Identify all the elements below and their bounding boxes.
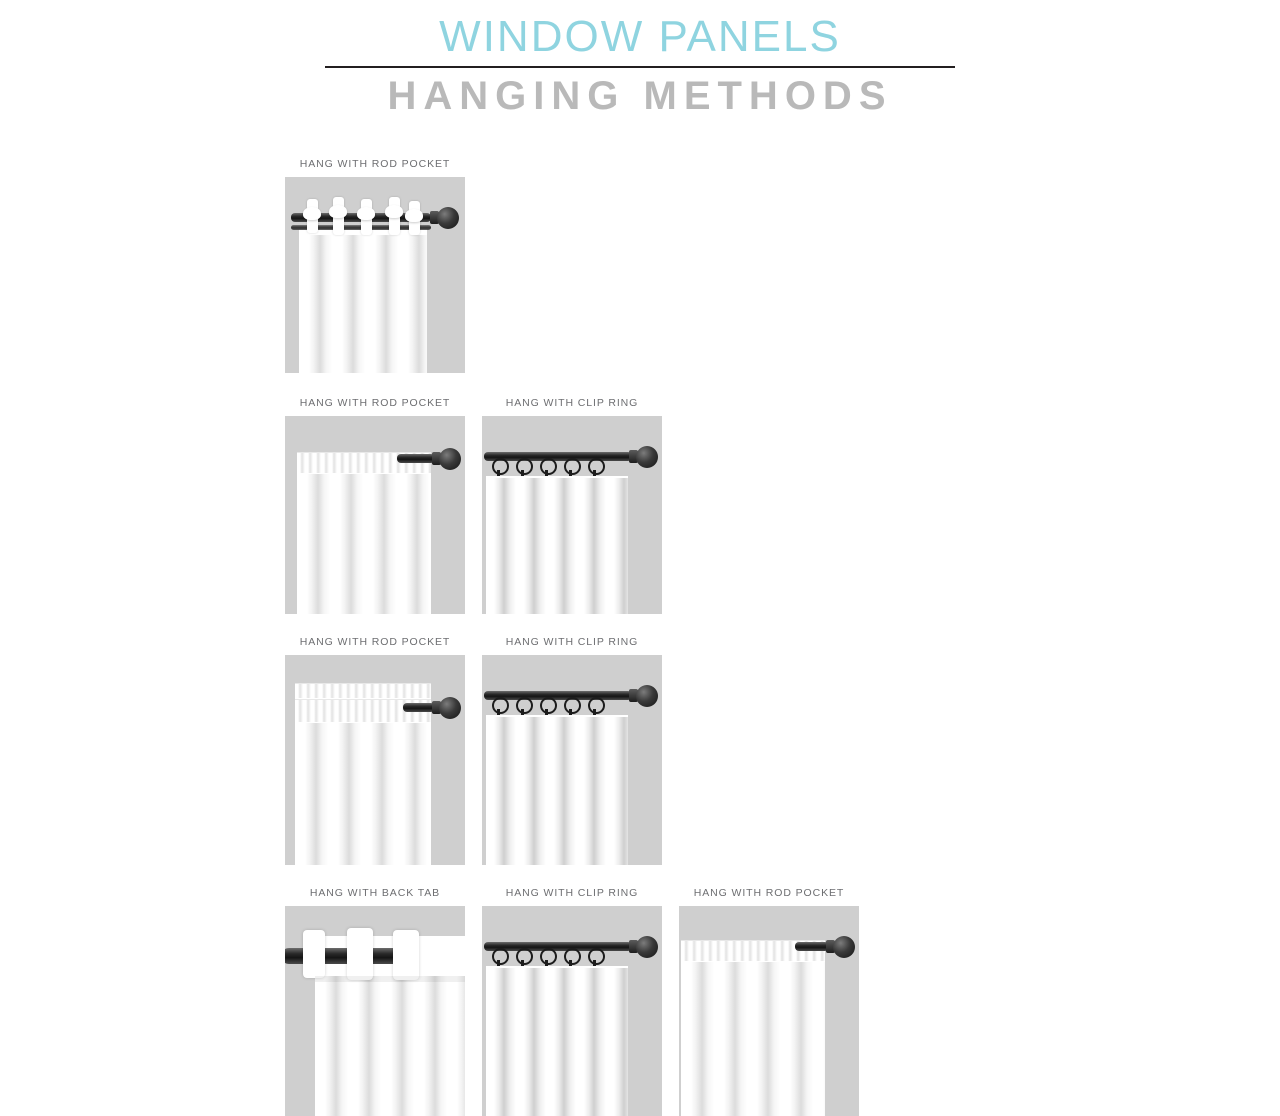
back-tab-loop: [347, 928, 373, 980]
curtain-pleats: [315, 976, 465, 1116]
clip-ring: [588, 458, 605, 475]
illustration-back-tab: [285, 906, 465, 1116]
clip-ring: [492, 948, 509, 965]
hanging-methods-rows: [0, 158, 1280, 1116]
panels-rod-pockets: [285, 397, 662, 614]
page-title: WINDOW PANELS: [439, 12, 841, 61]
panel-header-clip-ring: [482, 636, 662, 865]
panel-rod-pocket: [285, 397, 465, 614]
clip-ring: [564, 458, 581, 475]
clip-ring: [540, 948, 557, 965]
illustration-clip-ring: [482, 655, 662, 865]
panel-caption: HANG WITH ROD POCKET: [299, 158, 451, 171]
tie-knot: [329, 205, 347, 218]
rod-finial: [439, 697, 461, 719]
panel-caption: HANG WITH CLIP RING: [505, 636, 639, 649]
page-header: [0, 0, 1280, 118]
clip-ring: [588, 948, 605, 965]
row-tie-tops: [0, 158, 1280, 373]
rod-finial: [636, 446, 658, 468]
clip-ring: [492, 458, 509, 475]
curtain-pleats: [299, 235, 427, 373]
tie-knot: [405, 209, 423, 222]
panels-tie-tops: [285, 158, 465, 373]
tie-knot: [357, 207, 375, 220]
page-subtitle: HANGING METHODS: [387, 74, 893, 119]
clip-ring: [516, 948, 533, 965]
panel-header-rod-pocket: [285, 636, 465, 865]
tie-knot: [303, 207, 321, 220]
illustration-rod-pocket: [285, 416, 465, 614]
curtain-rod: [397, 454, 435, 463]
clip-ring: [588, 697, 605, 714]
panel-backtab-rod-pocket: [679, 887, 859, 1116]
back-tab-loop: [393, 930, 419, 980]
panel-caption: HANG WITH CLIP RING: [505, 397, 639, 410]
clip-ring: [516, 458, 533, 475]
curtain-pleats: [486, 717, 628, 865]
panels-header: [285, 636, 662, 865]
illustration-tie-top: [285, 177, 465, 373]
rod-finial: [437, 207, 459, 229]
curtain-rod: [795, 942, 829, 951]
panels-back-tabs: [285, 887, 859, 1116]
clip-ring: [492, 697, 509, 714]
curtain-rod: [403, 703, 435, 712]
panel-caption: HANG WITH CLIP RING: [505, 887, 639, 900]
rod-finial: [439, 448, 461, 470]
row-header: [0, 636, 1280, 865]
clip-ring: [564, 697, 581, 714]
clip-ring: [516, 697, 533, 714]
panel-backtab-clip-ring: [482, 887, 662, 1116]
title-divider: [325, 66, 955, 68]
illustration-clip-ring: [482, 416, 662, 614]
curtain-pleats: [486, 478, 628, 614]
header-top-gather: [295, 683, 431, 698]
clip-ring: [564, 948, 581, 965]
clip-ring: [540, 458, 557, 475]
rod-finial: [833, 936, 855, 958]
curtain-pleats: [486, 968, 628, 1116]
panel-clip-ring: [482, 397, 662, 614]
panel-back-tab: [285, 887, 465, 1116]
panel-tie-top-rod-pocket: [285, 158, 465, 373]
tie-knot: [385, 205, 403, 218]
panel-caption: HANG WITH ROD POCKET: [693, 887, 845, 900]
fabric-shadow: [315, 976, 465, 982]
back-tab-loop: [303, 930, 325, 978]
curtain-pleats: [295, 723, 431, 865]
illustration-header-rod-pocket: [285, 655, 465, 865]
panel-caption: HANG WITH BACK TAB: [309, 887, 441, 900]
illustration-clip-ring: [482, 906, 662, 1116]
panel-caption: HANG WITH ROD POCKET: [299, 397, 451, 410]
clip-ring: [540, 697, 557, 714]
panel-caption: HANG WITH ROD POCKET: [299, 636, 451, 649]
row-rod-pockets: [0, 397, 1280, 614]
rod-finial: [636, 685, 658, 707]
curtain-pleats: [297, 474, 431, 614]
illustration-rod-pocket: [679, 906, 859, 1116]
curtain-pleats: [681, 962, 825, 1116]
row-back-tabs: [0, 887, 1280, 1116]
rod-finial: [636, 936, 658, 958]
